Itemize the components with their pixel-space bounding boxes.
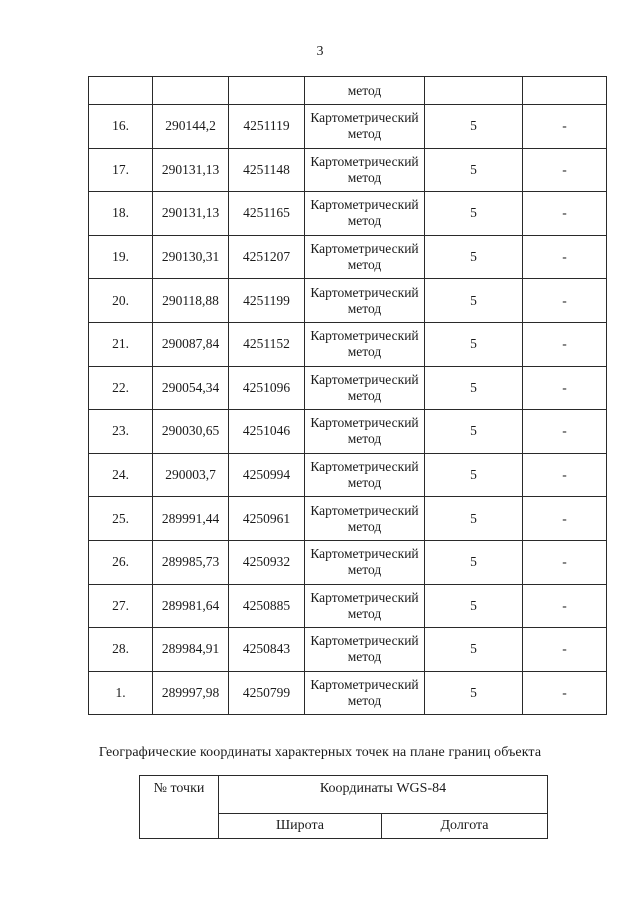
y-cell: 4251046 [229, 410, 305, 454]
latitude-header: Широта [219, 814, 382, 839]
note-cell: - [523, 410, 607, 454]
table-row [89, 497, 607, 541]
page-number: 3 [316, 44, 324, 59]
point-cell: 19. [89, 235, 153, 279]
y-cell: 4251165 [229, 192, 305, 236]
method-line-2: метод [347, 257, 382, 273]
accuracy-cell: 5 [425, 192, 523, 236]
method-line-2: метод [347, 169, 382, 185]
accuracy-cell: 5 [425, 584, 523, 628]
method-line-2: метод [347, 649, 382, 665]
method-cell [305, 671, 425, 715]
accuracy-cell: 5 [425, 497, 523, 541]
point-cell: 16. [89, 105, 153, 149]
method-line-1: Картометрический [310, 459, 419, 475]
wgs-coordinates-table [139, 775, 548, 839]
point-cell: 20. [89, 279, 153, 323]
method-line-1: Картометрический [310, 415, 419, 431]
note-cell: - [523, 366, 607, 410]
method-line-1: Картометрический [310, 241, 419, 257]
table-row [89, 366, 607, 410]
table-row [89, 279, 607, 323]
method-cell [305, 235, 425, 279]
method-cell [305, 105, 425, 149]
note-cell: - [523, 584, 607, 628]
accuracy-cell [425, 77, 523, 105]
note-cell: - [523, 279, 607, 323]
method-line-1: Картометрический [310, 502, 419, 518]
x-cell: 289991,44 [153, 497, 229, 541]
method-cell [305, 540, 425, 584]
note-cell: - [523, 453, 607, 497]
method-line-1: Картометрический [310, 328, 419, 344]
method-line-1: Картометрический [310, 110, 419, 126]
x-cell: 290087,84 [153, 322, 229, 366]
table-row [89, 148, 607, 192]
method-line-2: метод [347, 344, 382, 360]
method-cell [305, 366, 425, 410]
method-line-2: метод [347, 605, 382, 621]
method-line-1: Картометрический [310, 546, 419, 562]
accuracy-cell: 5 [425, 453, 523, 497]
x-cell: 290130,31 [153, 235, 229, 279]
point-cell: 24. [89, 453, 153, 497]
y-cell: 4250961 [229, 497, 305, 541]
method-line-1: Картометрический [310, 677, 419, 693]
method-line-1: Картометрический [310, 284, 419, 300]
note-cell: - [523, 105, 607, 149]
note-cell: - [523, 148, 607, 192]
y-cell: 4250932 [229, 540, 305, 584]
point-cell: 17. [89, 148, 153, 192]
x-cell [153, 77, 229, 105]
note-cell: - [523, 628, 607, 672]
point-cell: 27. [89, 584, 153, 628]
note-cell: - [523, 671, 607, 715]
method-line-2: метод [347, 562, 382, 578]
accuracy-cell: 5 [425, 410, 523, 454]
table-row [89, 671, 607, 715]
y-cell: 4250994 [229, 453, 305, 497]
y-cell: 4250799 [229, 671, 305, 715]
method-cell [305, 148, 425, 192]
point-cell: 25. [89, 497, 153, 541]
x-cell: 289981,64 [153, 584, 229, 628]
method-cell [305, 279, 425, 323]
method-line-1: Картометрический [310, 153, 419, 169]
method-line-2: метод [347, 387, 382, 403]
y-cell: 4251199 [229, 279, 305, 323]
method-line-2: метод [347, 126, 382, 142]
longitude-header: Долгота [382, 814, 548, 839]
x-cell: 290131,13 [153, 148, 229, 192]
x-cell: 289984,91 [153, 628, 229, 672]
table-row [89, 410, 607, 454]
point-cell: 1. [89, 671, 153, 715]
accuracy-cell: 5 [425, 671, 523, 715]
point-cell: 22. [89, 366, 153, 410]
method-line-2: метод [347, 693, 382, 709]
wgs-header-row [140, 776, 548, 814]
method-cell [305, 453, 425, 497]
note-cell: - [523, 322, 607, 366]
method-cell [305, 584, 425, 628]
x-cell: 290118,88 [153, 279, 229, 323]
method-line-2: метод [347, 300, 382, 316]
table-row [89, 628, 607, 672]
point-cell: 23. [89, 410, 153, 454]
point-cell [89, 77, 153, 105]
wgs-coordinates-header: Координаты WGS-84 [219, 776, 548, 814]
x-cell: 290054,34 [153, 366, 229, 410]
table-row [89, 105, 607, 149]
method-line-1: Картометрический [310, 197, 419, 213]
method-line-1: Картометрический [310, 589, 419, 605]
point-number-header: № точки [140, 776, 219, 839]
table-row [89, 322, 607, 366]
x-cell: 289985,73 [153, 540, 229, 584]
x-cell: 290131,13 [153, 192, 229, 236]
method-line-1: Картометрический [310, 633, 419, 649]
y-cell: 4250885 [229, 584, 305, 628]
table-row [89, 584, 607, 628]
y-cell: 4251148 [229, 148, 305, 192]
accuracy-cell: 5 [425, 148, 523, 192]
accuracy-cell: 5 [425, 628, 523, 672]
y-cell: 4251119 [229, 105, 305, 149]
note-cell: - [523, 192, 607, 236]
table-row [89, 453, 607, 497]
table-row [89, 540, 607, 584]
method-line-2: метод [347, 475, 382, 491]
y-cell: 4251152 [229, 322, 305, 366]
method-cell [305, 628, 425, 672]
x-cell: 289997,98 [153, 671, 229, 715]
accuracy-cell: 5 [425, 540, 523, 584]
point-cell: 18. [89, 192, 153, 236]
method-line-2: метод [347, 213, 382, 229]
table-row [89, 235, 607, 279]
accuracy-cell: 5 [425, 322, 523, 366]
y-cell: 4251207 [229, 235, 305, 279]
method-line-1: Картометрический [310, 371, 419, 387]
coordinates-table [88, 76, 607, 715]
point-cell: 21. [89, 322, 153, 366]
y-cell: 4250843 [229, 628, 305, 672]
method-cell [305, 192, 425, 236]
x-cell: 290030,65 [153, 410, 229, 454]
section-heading: Географические координаты характерных точек на плане границ объекта [98, 745, 542, 760]
x-cell: 290144,2 [153, 105, 229, 149]
accuracy-cell: 5 [425, 279, 523, 323]
method-line-2: метод [347, 518, 382, 534]
accuracy-cell: 5 [425, 105, 523, 149]
y-cell: 4251096 [229, 366, 305, 410]
note-cell: - [523, 497, 607, 541]
accuracy-cell: 5 [425, 235, 523, 279]
method-cell [305, 410, 425, 454]
method-cell [305, 497, 425, 541]
method-cell: метод [305, 77, 425, 105]
note-cell: - [523, 540, 607, 584]
y-cell [229, 77, 305, 105]
x-cell: 290003,7 [153, 453, 229, 497]
note-cell: - [523, 235, 607, 279]
table-row-continuation [89, 77, 607, 105]
note-cell [523, 77, 607, 105]
method-cell [305, 322, 425, 366]
point-cell: 26. [89, 540, 153, 584]
point-cell: 28. [89, 628, 153, 672]
accuracy-cell: 5 [425, 366, 523, 410]
method-line-2: метод [347, 431, 382, 447]
table-row [89, 192, 607, 236]
